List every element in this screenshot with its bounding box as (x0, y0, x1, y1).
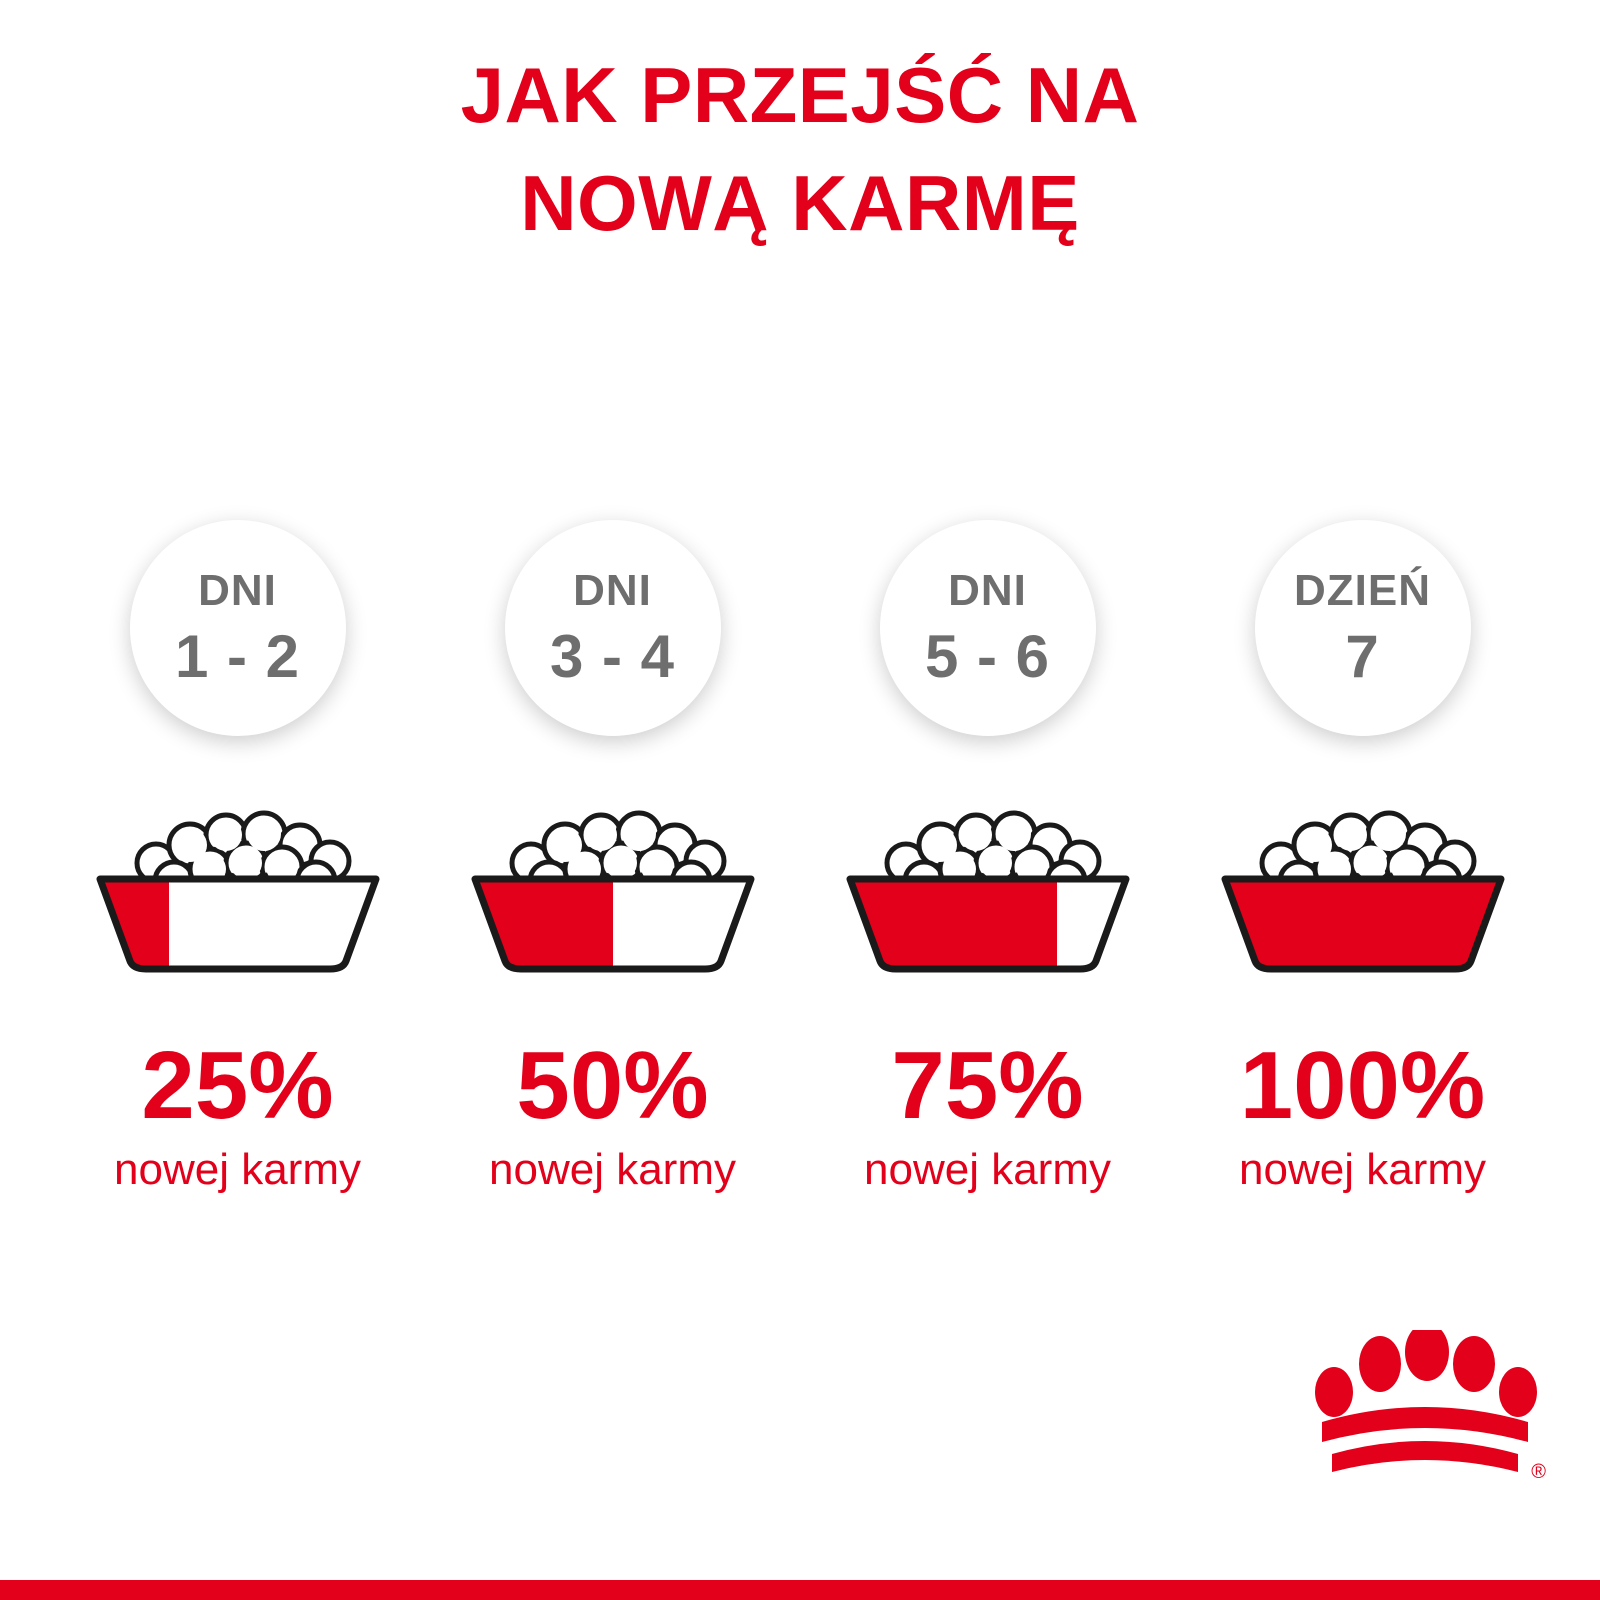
percent-caption: nowej karmy (1239, 1145, 1486, 1194)
day-badge-word: DNI (948, 566, 1027, 615)
bowl-icon (828, 801, 1148, 976)
percent-value: 75% (891, 1032, 1084, 1139)
day-badge (880, 520, 1096, 736)
step-item (810, 520, 1165, 1194)
percent-caption: nowej karmy (864, 1145, 1111, 1194)
percent-caption: nowej karmy (114, 1145, 361, 1194)
day-badge (130, 520, 346, 736)
bowl-graphic (453, 796, 773, 976)
page-title-line-2: NOWĄ KARMĘ (520, 158, 1080, 247)
crown-icon (1310, 1330, 1540, 1490)
day-badge (1255, 520, 1471, 736)
percent-value: 25% (141, 1032, 334, 1139)
percent-value: 100% (1239, 1032, 1486, 1139)
day-badge (505, 520, 721, 736)
day-badge-word: DNI (198, 566, 277, 615)
step-item (1185, 520, 1540, 1194)
percent-value: 50% (516, 1032, 709, 1139)
steps-row (60, 520, 1540, 1194)
step-item (435, 520, 790, 1194)
percent-caption: nowej karmy (489, 1145, 736, 1194)
day-badge-number: 1 - 2 (174, 623, 301, 690)
registered-mark: ® (1531, 1461, 1546, 1483)
bottom-accent-bar (0, 1580, 1600, 1600)
day-badge-word: DZIEŃ (1294, 566, 1431, 615)
day-badge-number: 5 - 6 (924, 623, 1051, 690)
bowl-icon (453, 801, 773, 976)
bowl-icon (1203, 801, 1523, 976)
royal-canin-logo (1310, 1330, 1546, 1490)
page-title-line-1: JAK PRZEJŚĆ NA (460, 51, 1140, 139)
day-badge-number: 3 - 4 (549, 623, 676, 690)
day-badge-number: 7 (1345, 623, 1380, 690)
step-item (60, 520, 415, 1194)
bowl-graphic (828, 796, 1148, 976)
bowl-graphic (1203, 796, 1523, 976)
day-badge-word: DNI (573, 566, 652, 615)
bowl-graphic (78, 796, 398, 976)
bowl-icon (78, 801, 398, 976)
page-title (0, 42, 1600, 257)
